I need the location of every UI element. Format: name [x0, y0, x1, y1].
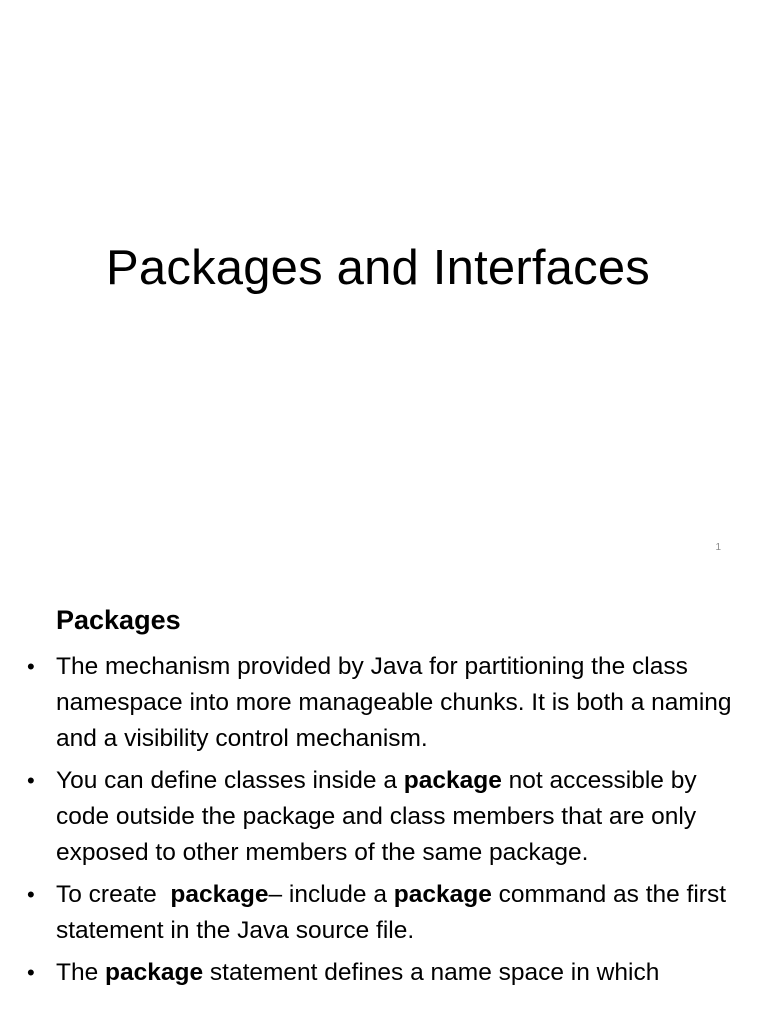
bullet-item	[0, 877, 768, 949]
keyword-package: package	[393, 881, 492, 908]
section-heading: Packages	[56, 605, 181, 635]
bullet-marker: •	[27, 882, 35, 907]
bullet-item	[0, 763, 768, 871]
keyword-package: package	[105, 959, 204, 986]
page-number: 1	[715, 542, 721, 553]
bullet-text: The mechanism provided by Java for partitioning the class namespace into more manageable chunks. It is both a naming and a visibility control mechanism.	[56, 653, 732, 752]
bullet-text: command as the first statement in the Java source file.	[56, 881, 727, 944]
bullet-marker: •	[27, 768, 35, 793]
keyword-package: package	[170, 881, 269, 908]
bullet-text: To create	[56, 881, 171, 908]
bullet-marker: •	[27, 654, 35, 679]
keyword-package: package	[403, 767, 502, 794]
slide-title-text: Packages and Interfaces	[106, 241, 650, 295]
bullet-item	[0, 649, 768, 757]
bullet-text: not accessible by code outside the package and class members that are only exposed to other members of the same package.	[56, 767, 697, 866]
bullet-text: statement defines a name space in which	[203, 959, 660, 986]
bullet-marker: •	[27, 960, 35, 985]
bullet-text: The	[56, 959, 106, 986]
bullet-text: – include a	[268, 881, 394, 908]
bullet-text: You can define classes inside a	[56, 767, 404, 794]
bullet-item	[0, 955, 768, 991]
bullet-list	[0, 649, 768, 997]
slide-packages	[0, 576, 768, 1024]
